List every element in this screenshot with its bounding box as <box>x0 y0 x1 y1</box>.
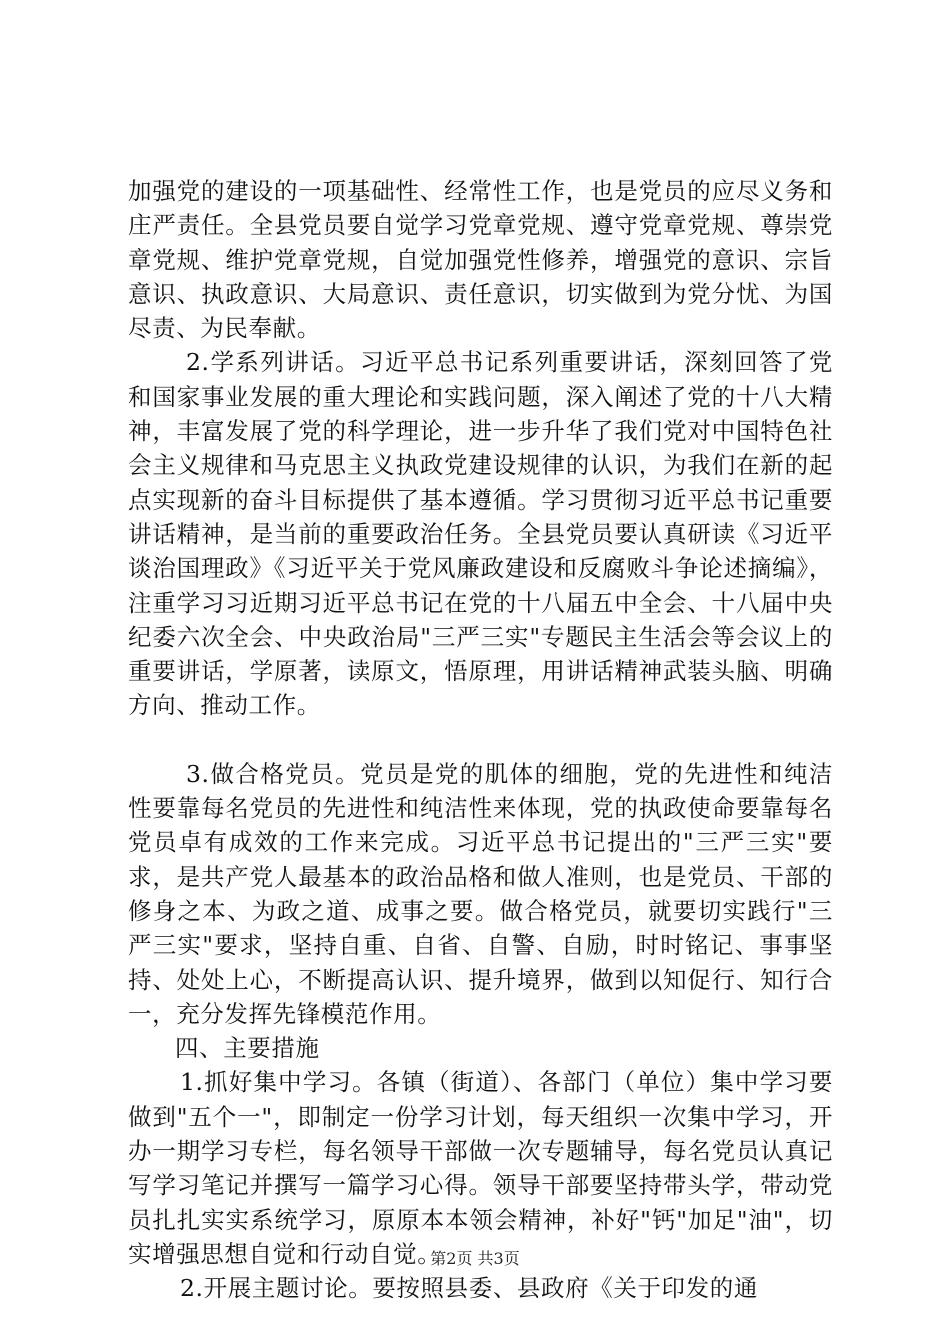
paragraph-party-duty: 加强党的建设的一项基础性、经常性工作，也是党员的应尽义务和庄严责任。全县党员要自觉学习党章党规、遵守党章党规、尊崇党章党规、维护党章党规，自觉加强党性修养，增强党的意识、宗旨意识、执政意识、大局意识、责任意识，切实做到为党分忧、为国尽责、为民奉献。 <box>128 177 833 343</box>
paragraph-study-speeches: 2.学系列讲话。习近平总书记系列重要讲话，深刻回答了党和国家事业发展的重大理论和实践问题，深入阐述了党的十八大精神，丰富发展了党的科学理论，进一步升华了我们党对中国特色社会主义规律和马克思主义执政党建设规律的认识，为我们在新的起点实现新的奋斗目标提供了基本遵循。学习贯彻习近平总书记重要讲话精神，是当前的重要政治任务。全县党员要认真研读《习近平谈治国理政》《习近平关于党风廉政建设和反腐败斗争论述摘编》，注重学习习近期习近平总书记在党的十八届五中全会、十八届中央纪委六次全会、中央政治局"三严三实"专题民主生活会等会议上的重要讲话，学原著，读原文，悟原理，用讲话精神武装头脑、明确方向、推动工作。 <box>128 348 833 720</box>
section-heading-measures: 四、主要措施 <box>175 1034 320 1063</box>
paragraph-theme-discussion: 2.开展主题讨论。要按照县委、县政府《关于印发的通 <box>180 1274 758 1303</box>
paragraph-gap <box>128 723 833 757</box>
paragraph-focused-study: 1.抓好集中学习。各镇（街道）、各部门（单位）集中学习要做到"五个一"，即制定一份学习计划，每天组织一次集中学习，开办一期学习专栏，每名领导干部做一次专题辅导，每名党员认真记写学习笔记并撰写一篇学习心得。领导干部要坚持带头学，带动党员扎扎实实系统学习，原原本本领会精神，补好"钙"加足"油"，切实增强思想自觉和行动自觉。 <box>128 1068 833 1268</box>
paragraph-qualified-member: 3.做合格党员。党员是党的肌体的细胞，党的先进性和纯洁性要靠每名党员的先进性和纯洁性来体现，党的执政使命要靠每名党员卓有成效的工作来完成。习近平总书记提出的"三严三实"要求，是共产党人最基本的政治品格和做人准则，也是党员、干部的修身之本、为政之道、成事之要。做合格党员，就要切实践行"三严三实"要求，坚持自重、自省、自警、自励，时时铭记、事事坚持、处处上心，不断提高认识、提升境界，做到以知促行、知行合一，充分发挥先锋模范作用。 <box>128 759 833 1028</box>
page-number-footer: 第2页 共3页 <box>430 1249 520 1268</box>
document-body <box>128 174 833 1306</box>
